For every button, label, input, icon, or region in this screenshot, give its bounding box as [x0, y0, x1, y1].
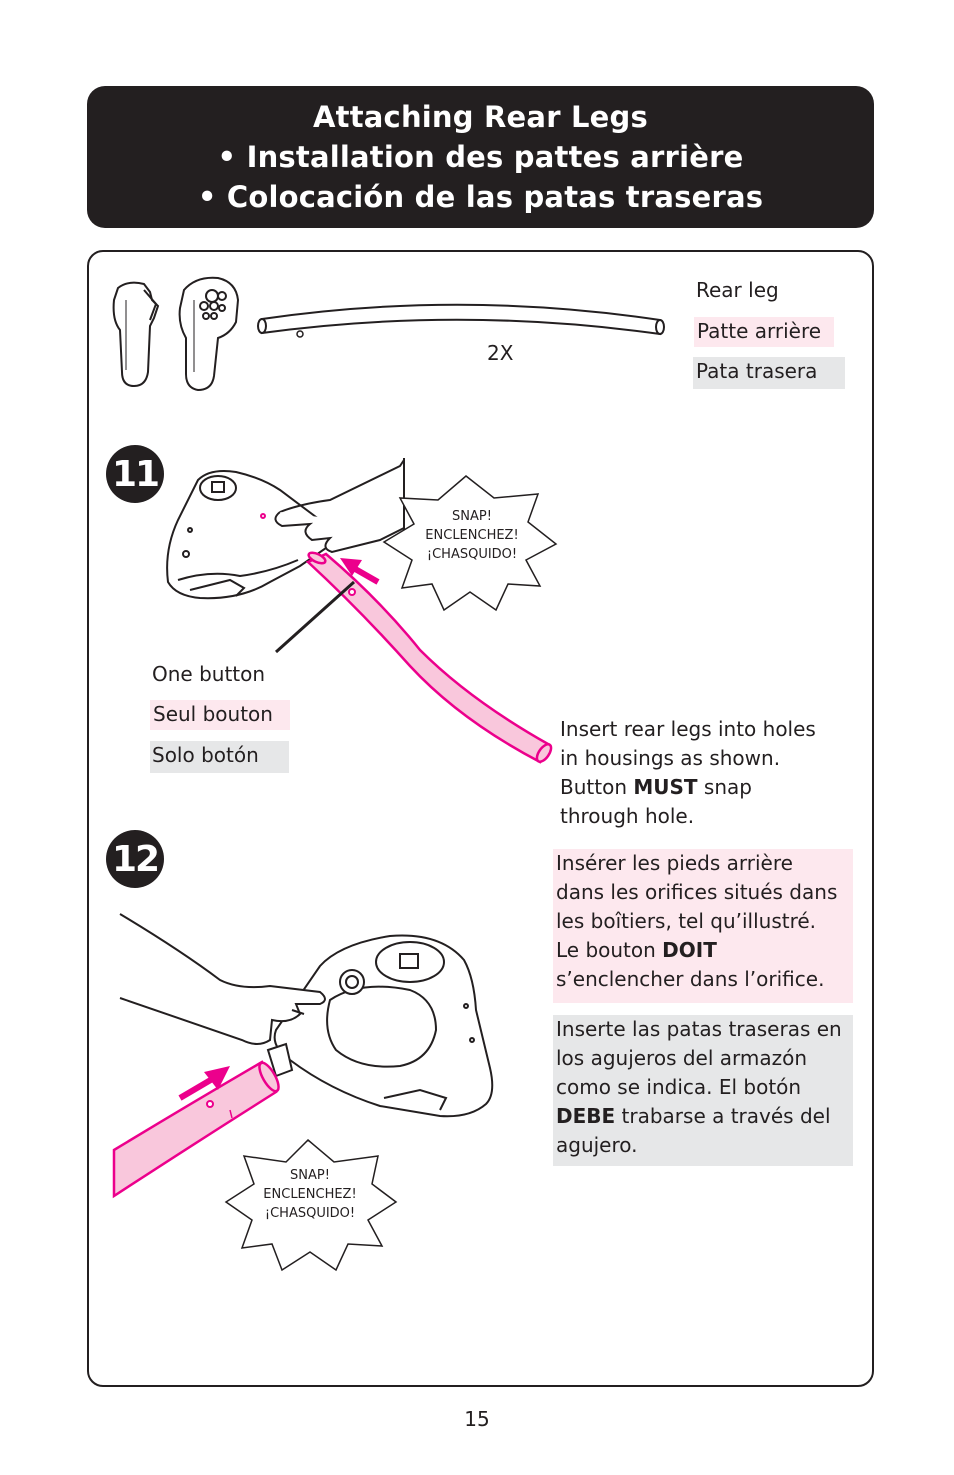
instruction-fr-text: Le bouton: [556, 938, 663, 962]
rear-leg-part-illustration: [258, 305, 664, 337]
instruction-fr-line: dans les orifices situés dans: [556, 880, 838, 904]
instruction-es-text: trabarse a través del: [615, 1104, 831, 1128]
step12-snap-en: SNAP!: [290, 1168, 330, 1183]
instruction-fr-line: [556, 936, 853, 965]
part-quantity: 2X: [487, 341, 514, 365]
button-label-fr: Seul bouton: [150, 700, 290, 730]
instruction-fr: [553, 849, 853, 1003]
step11-snap-en: SNAP!: [452, 509, 492, 524]
step11-snap-fr: ENCLENCHEZ!: [425, 528, 519, 543]
instruction-es-line: como se indica. El botón: [556, 1075, 802, 1099]
instruction-en: [560, 715, 850, 831]
instruction-en-text: snap: [697, 775, 752, 799]
instruction-fr-emphasis: DOIT: [662, 938, 717, 962]
step12-housing-illustration: [268, 936, 492, 1117]
instruction-en-line: in housings as shown.: [560, 746, 781, 770]
instruction-fr-line: s’enclencher dans l’orifice.: [556, 967, 825, 991]
page-number: 15: [464, 1407, 490, 1431]
part-label-es: Pata trasera: [693, 357, 845, 389]
step12-snap-es: ¡CHASQUIDO!: [264, 1206, 356, 1221]
part-label-fr: Patte arrière: [694, 317, 834, 347]
instruction-es: [553, 1015, 853, 1166]
instruction-en-emphasis: MUST: [633, 775, 698, 799]
title-es: • Colocación de las patas traseras: [197, 180, 764, 214]
step12-snap-fr: ENCLENCHEZ!: [263, 1187, 357, 1202]
title-fr: • Installation des pattes arrière: [217, 140, 744, 174]
step11-callout-line: [276, 582, 354, 652]
button-label-es: Solo botón: [150, 741, 289, 773]
instruction-fr-line: Insérer les pieds arrière: [556, 851, 793, 875]
instruction-es-line: agujero.: [556, 1133, 638, 1157]
button-label-en: One button: [152, 662, 266, 686]
housing-part-illustration: [114, 278, 238, 390]
instruction-es-emphasis: DEBE: [556, 1104, 616, 1128]
part-label-en: Rear leg: [696, 278, 779, 302]
instruction-en-text: Button: [560, 775, 634, 799]
title-en: Attaching Rear Legs: [313, 100, 648, 134]
step-number-12: 12: [106, 830, 164, 888]
step11-snap-es: ¡CHASQUIDO!: [426, 547, 518, 562]
instruction-es-line: [556, 1102, 853, 1131]
instruction-en-line: Insert rear legs into holes: [560, 717, 816, 741]
instruction-es-line: Inserte las patas traseras en: [556, 1017, 842, 1041]
instruction-es-line: los agujeros del armazón: [556, 1046, 808, 1070]
instruction-en-line: through hole.: [560, 804, 695, 828]
instruction-fr-line: les boîtiers, tel qu’illustré.: [556, 909, 817, 933]
step-number-11: 11: [106, 445, 164, 503]
instruction-en-line: [560, 773, 850, 802]
